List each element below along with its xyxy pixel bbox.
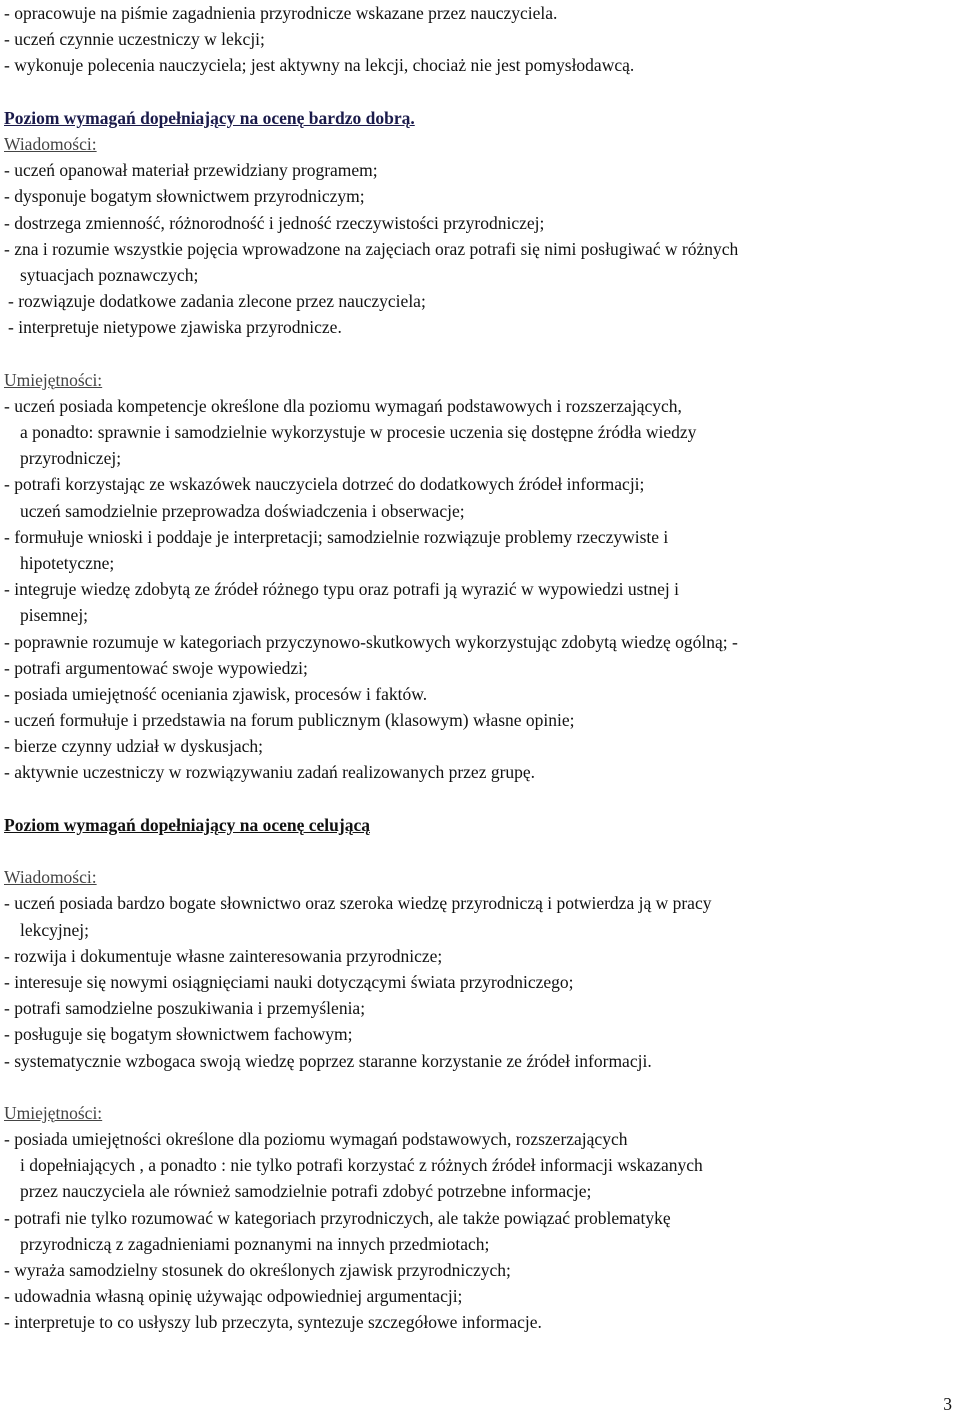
list-item: - poprawnie rozumuje w kategoriach przyczynowo-skutkowych wykorzystując zdobytą wiedzę ogólną; - — [4, 631, 738, 652]
intro-line: - uczeń czynnie uczestniczy w lekcji; — [4, 29, 265, 50]
list-item: - posiada umiejętność oceniania zjawisk, procesów i faktów. — [4, 683, 428, 704]
list-item-continuation: a ponadto: sprawnie i samodzielnie wykorzystuje w procesie uczenia się dostępne źródła wiedzy — [20, 422, 697, 442]
list-item: - interpretuje to co usłyszy lub przeczyta, syntezuje szczegółowe informacje. — [4, 1312, 542, 1333]
list-item: - systematycznie wzbogaca swoją wiedzę poprzez staranne korzystanie ze źródeł informacji. — [4, 1050, 652, 1071]
list-item: - potrafi argumentować swoje wypowiedzi; — [4, 657, 308, 678]
list-item: - posługuje się bogatym słownictwem fachowym; — [4, 1024, 353, 1045]
list-item: - uczeń formułuje i przedstawia na forum publicznym (klasowym) własne opinie; — [4, 710, 575, 731]
umiejetnosci-label: Umiejętności: — [4, 1102, 103, 1123]
list-item: - uczeń opanował materiał przewidziany programem; — [4, 160, 378, 181]
document-page — [4, 0, 956, 1336]
list-item: - dysponuje bogatym słownictwem przyrodniczym; — [4, 186, 365, 207]
list-item: - bierze czynny udział w dyskusjach; — [4, 736, 264, 757]
list-item-continuation: lekcyjnej; — [20, 919, 90, 940]
section-heading-bardzo-dobry: Poziom wymagań dopełniający na ocenę bardzo dobrą. — [4, 107, 415, 128]
page-number: 3 — [943, 1394, 952, 1414]
list-item-continuation: przyrodniczej; — [20, 448, 122, 469]
list-item: - interesuje się nowymi osiągnięciami nauki dotyczącymi świata przyrodniczego; — [4, 971, 574, 992]
spacer — [4, 1074, 956, 1100]
wiadomosci-label: Wiadomości: — [4, 867, 97, 888]
list-item-continuation: hipotetyczne; — [20, 552, 115, 573]
umiejetnosci-label: Umiejętności: — [4, 369, 103, 390]
list-item: - posiada umiejętności określone dla poziomu wymagań podstawowych, rozszerzających — [4, 1129, 628, 1150]
spacer — [4, 786, 956, 812]
list-item: - aktywnie uczestniczy w rozwiązywaniu zadań realizowanych przez grupę. — [4, 762, 536, 783]
list-item: - interpretuje nietypowe zjawiska przyrodnicze. — [8, 317, 342, 338]
list-item-continuation: uczeń samodzielnie przeprowadza doświadczenia i obserwacje; — [20, 500, 465, 521]
list-item-continuation: sytuacjach poznawczych; — [20, 264, 199, 285]
intro-line: - opracowuje na piśmie zagadnienia przyrodnicze wskazane przez nauczyciela. — [4, 3, 558, 23]
list-item: - zna i rozumie wszystkie pojęcia wprowadzone na zajęciach oraz potrafi się nimi posługiwać w różnych — [4, 238, 739, 259]
list-item: - uczeń posiada kompetencje określone dla poziomu wymagań podstawowych i rozszerzających, — [4, 395, 682, 416]
list-item: - uczeń posiada bardzo bogate słownictwo oraz szeroka wiedzę przyrodniczą i potwierdza ją w pracy — [4, 893, 712, 914]
list-item: - udowadnia własną opinię używając odpowiedniej argumentacji; — [4, 1286, 463, 1307]
list-item: - rozwija i dokumentuje własne zainteresowania przyrodnicze; — [4, 945, 443, 966]
list-item-continuation: przez nauczyciela ale również samodzielnie potrafi zdobyć potrzebne informacje; — [20, 1181, 592, 1202]
list-item: - formułuje wnioski i poddaje je interpretacji; samodzielnie rozwiązuje problemy rzeczywiste i — [4, 526, 669, 547]
list-item: - potrafi korzystając ze wskazówek nauczyciela dotrzeć do dodatkowych źródeł informacji; — [4, 474, 645, 495]
list-item: - rozwiązuje dodatkowe zadania zlecone przez nauczyciela; — [8, 291, 426, 312]
list-item-continuation: i dopełniających , a ponadto : nie tylko potrafi korzystać z różnych źródeł informacji wskazanych — [20, 1155, 703, 1176]
list-item-continuation: pisemnej; — [20, 605, 89, 626]
spacer — [4, 79, 956, 105]
list-item: - potrafi samodzielne poszukiwania i przemyślenia; — [4, 998, 366, 1019]
list-item: - potrafi nie tylko rozumować w kategoriach przyrodniczych, ale także powiązać problematykę — [4, 1207, 671, 1228]
spacer — [4, 838, 956, 864]
section-heading-celujacy: Poziom wymagań dopełniający na ocenę celującą — [4, 814, 370, 835]
intro-line: - wykonuje polecenia nauczyciela; jest aktywny na lekcji, chociaż nie jest pomysłodawcą. — [4, 55, 635, 76]
list-item: - integruje wiedzę zdobytą ze źródeł różnego typu oraz potrafi ją wyrazić w wypowiedzi ustnej i — [4, 579, 679, 600]
spacer — [4, 340, 956, 366]
list-item-continuation: przyrodniczą z zagadnieniami poznanymi na innych przedmiotach; — [20, 1233, 490, 1254]
wiadomosci-label: Wiadomości: — [4, 133, 97, 154]
list-item: - dostrzega zmienność, różnorodność i jedność rzeczywistości przyrodniczej; — [4, 212, 545, 233]
list-item: - wyraża samodzielny stosunek do określonych zjawisk przyrodniczych; — [4, 1260, 511, 1280]
